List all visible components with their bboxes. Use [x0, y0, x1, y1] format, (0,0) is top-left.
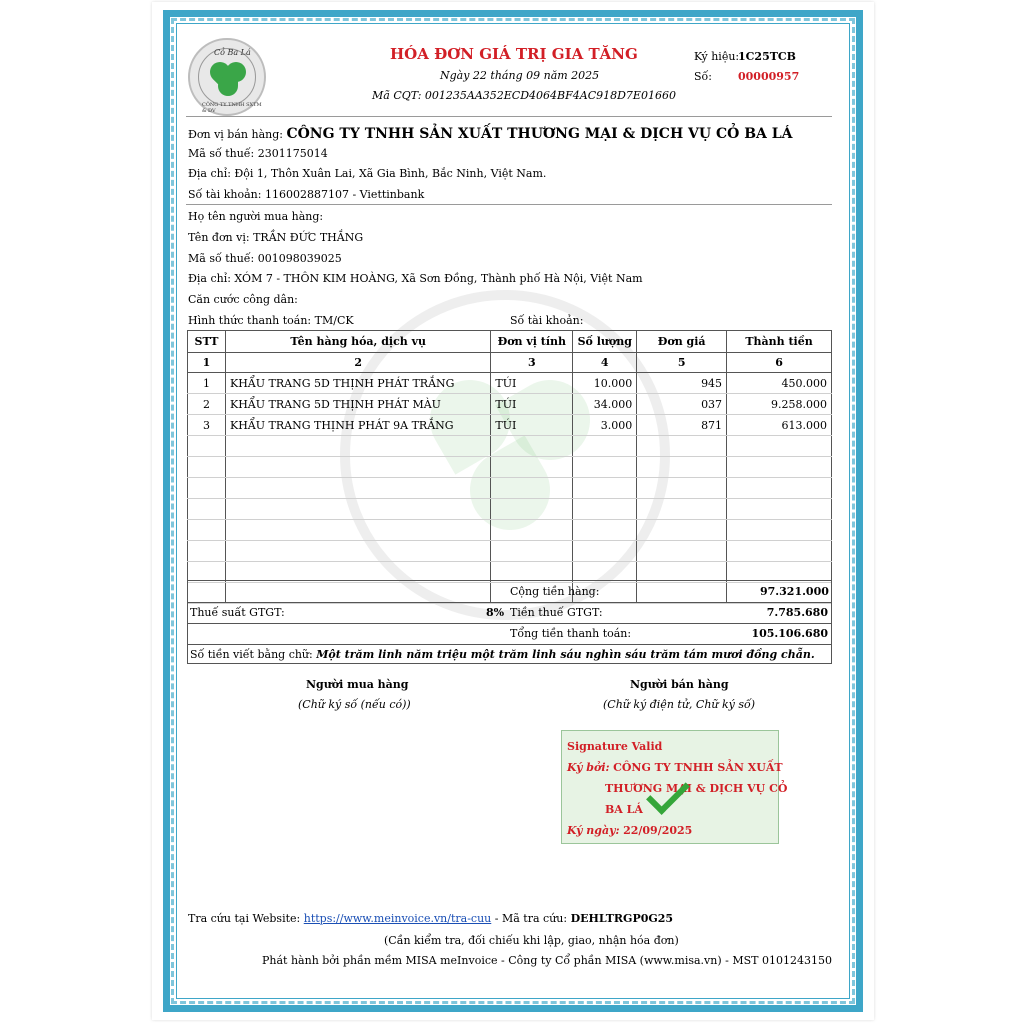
cell-unit: TÚI: [491, 394, 573, 415]
table-row-empty: [188, 436, 832, 457]
cell-qty: 3.000: [573, 415, 637, 436]
signed-by-line3: BA LÁ: [605, 803, 643, 816]
index-cell: 5: [637, 353, 727, 373]
table-row-empty: [188, 541, 832, 562]
cell-stt: 1: [188, 373, 226, 394]
logo-text: Cỏ Ba Lá: [214, 48, 251, 57]
buyer-tax: Mã số thuế: 001098039025: [188, 252, 342, 265]
seller-signature-note: (Chữ ký điện tử, Chữ ký số): [603, 698, 756, 711]
symbol-label: Ký hiệu:: [694, 50, 740, 63]
cell-amount: 613.000: [727, 415, 832, 436]
number-value: 00000957: [738, 70, 800, 83]
table-header-row: [188, 331, 832, 353]
lookup-code: DEHLTRGP0G25: [570, 912, 674, 925]
table-row: [188, 415, 832, 436]
seller-name-label: Đơn vị bán hàng:: [188, 128, 283, 141]
footer-note: (Cần kiểm tra, đối chiếu khi lập, giao, nhận hóa đơn): [384, 934, 679, 947]
seller-signature-title: Người bán hàng: [630, 678, 729, 691]
table-row-empty: [188, 520, 832, 541]
index-cell: 1: [188, 353, 226, 373]
invoice-title: HÓA ĐƠN GIÁ TRỊ GIA TĂNG: [390, 45, 638, 63]
divider: [186, 204, 832, 205]
payment-method: Hình thức thanh toán: TM/CK: [188, 314, 354, 327]
cqt-code: Mã CQT: 001235AA352ECD4064BF4AC918D7E01660: [372, 89, 676, 102]
header-qty: Số lượng: [573, 331, 637, 353]
header-amount: Thành tiền: [727, 331, 832, 353]
symbol-value: 1C25TCB: [738, 50, 796, 63]
index-cell: 3: [491, 353, 573, 373]
seller-tax: Mã số thuế: 2301175014: [188, 147, 328, 160]
vat-rate-value: 8%: [486, 606, 505, 619]
index-cell: 4: [573, 353, 637, 373]
items-table: [187, 330, 832, 604]
signed-by-label: Ký bởi:: [567, 761, 610, 774]
lookup-prefix: Tra cứu tại Website:: [188, 912, 304, 925]
cell-unit: TÚI: [491, 373, 573, 394]
invoice-date: Ngày 22 tháng 09 năm 2025: [440, 69, 600, 82]
buyer-account: Số tài khoản:: [510, 314, 584, 327]
company-logo: [188, 38, 266, 116]
signed-date-value: 22/09/2025: [623, 824, 693, 837]
vat-value: 7.785.680: [766, 606, 828, 619]
cell-qty: 34.000: [573, 394, 637, 415]
buyer-signature-title: Người mua hàng: [306, 678, 409, 691]
header-stt: STT: [188, 331, 226, 353]
lookup-code-label: - Mã tra cứu:: [491, 912, 571, 925]
divider: [186, 116, 832, 117]
header-name: Tên hàng hóa, dịch vụ: [225, 331, 490, 353]
header-unit: Đơn vị tính: [491, 331, 573, 353]
seller-name: CÔNG TY TNHH SẢN XUẤT THƯƠNG MẠI & DỊCH VỤ CỎ BA LÁ: [286, 126, 793, 142]
vat-label: Tiền thuế GTGT:: [510, 606, 603, 619]
footer-issuer: Phát hành bởi phần mềm MISA meInvoice - Công ty Cổ phần MISA (www.misa.vn) - MST 0101243150: [262, 954, 832, 967]
logo-ring-text: CÔNG TY TNHH SXTM & DV: [202, 102, 262, 114]
words-label: Số tiền viết bằng chữ:: [190, 648, 313, 661]
amount-in-words: [190, 648, 815, 661]
signed-date-row: [567, 824, 692, 837]
cell-price: 871: [637, 415, 727, 436]
table-row: [188, 373, 832, 394]
buyer-address: Địa chỉ: XÓM 7 - THÔN KIM HOÀNG, Xã Sơn Đồng, Thành phố Hà Nội, Việt Nam: [188, 272, 643, 285]
seller-address: Địa chỉ: Đội 1, Thôn Xuân Lai, Xã Gia Bình, Bắc Ninh, Việt Nam.: [188, 167, 547, 180]
signature-valid: Signature Valid: [567, 740, 663, 753]
cell-name: KHẨU TRANG THỊNH PHÁT 9A TRẮNG: [225, 415, 490, 436]
buyer-unit: Tên đơn vị: TRẦN ĐỨC THẮNG: [188, 231, 364, 244]
cell-unit: TÚI: [491, 415, 573, 436]
subtotal-value: 97.321.000: [760, 585, 829, 598]
cell-amount: 450.000: [727, 373, 832, 394]
buyer-signature-note: (Chữ ký số (nếu có)): [298, 698, 411, 711]
table-row-empty: [188, 457, 832, 478]
signed-by-line1: CÔNG TY TNHH SẢN XUẤT: [613, 761, 783, 774]
lookup-link[interactable]: https://www.meinvoice.vn/tra-cuu: [303, 912, 492, 925]
cell-stt: 2: [188, 394, 226, 415]
words-value: Một trăm linh năm triệu một trăm linh sáu nghìn sáu trăm tám mươi đồng chẵn.: [316, 648, 815, 661]
vat-rate-label: Thuế suất GTGT:: [190, 606, 285, 619]
index-cell: 2: [225, 353, 490, 373]
cell-name: KHẨU TRANG 5D THỊNH PHÁT TRẮNG: [225, 373, 490, 394]
total-label: Tổng tiền thanh toán:: [510, 627, 632, 640]
number-label: Số:: [694, 70, 712, 83]
buyer-id: Căn cước công dân:: [188, 293, 298, 306]
seller-account: Số tài khoản: 116002887107 - Viettinbank: [188, 188, 425, 201]
cell-amount: 9.258.000: [727, 394, 832, 415]
total-value: 105.106.680: [751, 627, 828, 640]
cell-name: KHẨU TRANG 5D THỊNH PHÁT MÀU: [225, 394, 490, 415]
table-index-row: [188, 353, 832, 373]
table-row-empty: [188, 478, 832, 499]
cell-price: 037: [637, 394, 727, 415]
header-price: Đơn giá: [637, 331, 727, 353]
signed-date-label: Ký ngày:: [567, 824, 620, 837]
table-row: [188, 394, 832, 415]
index-cell: 6: [727, 353, 832, 373]
subtotal-label: Cộng tiền hàng:: [510, 585, 600, 598]
cell-stt: 3: [188, 415, 226, 436]
cell-price: 945: [637, 373, 727, 394]
seller-name-row: [188, 126, 792, 142]
table-row-empty: [188, 499, 832, 520]
buyer-name: Họ tên người mua hàng:: [188, 210, 324, 223]
lookup-row: [188, 912, 673, 925]
signed-by-line2: THƯƠNG MẠI & DỊCH VỤ CỎ: [605, 782, 788, 795]
cell-qty: 10.000: [573, 373, 637, 394]
